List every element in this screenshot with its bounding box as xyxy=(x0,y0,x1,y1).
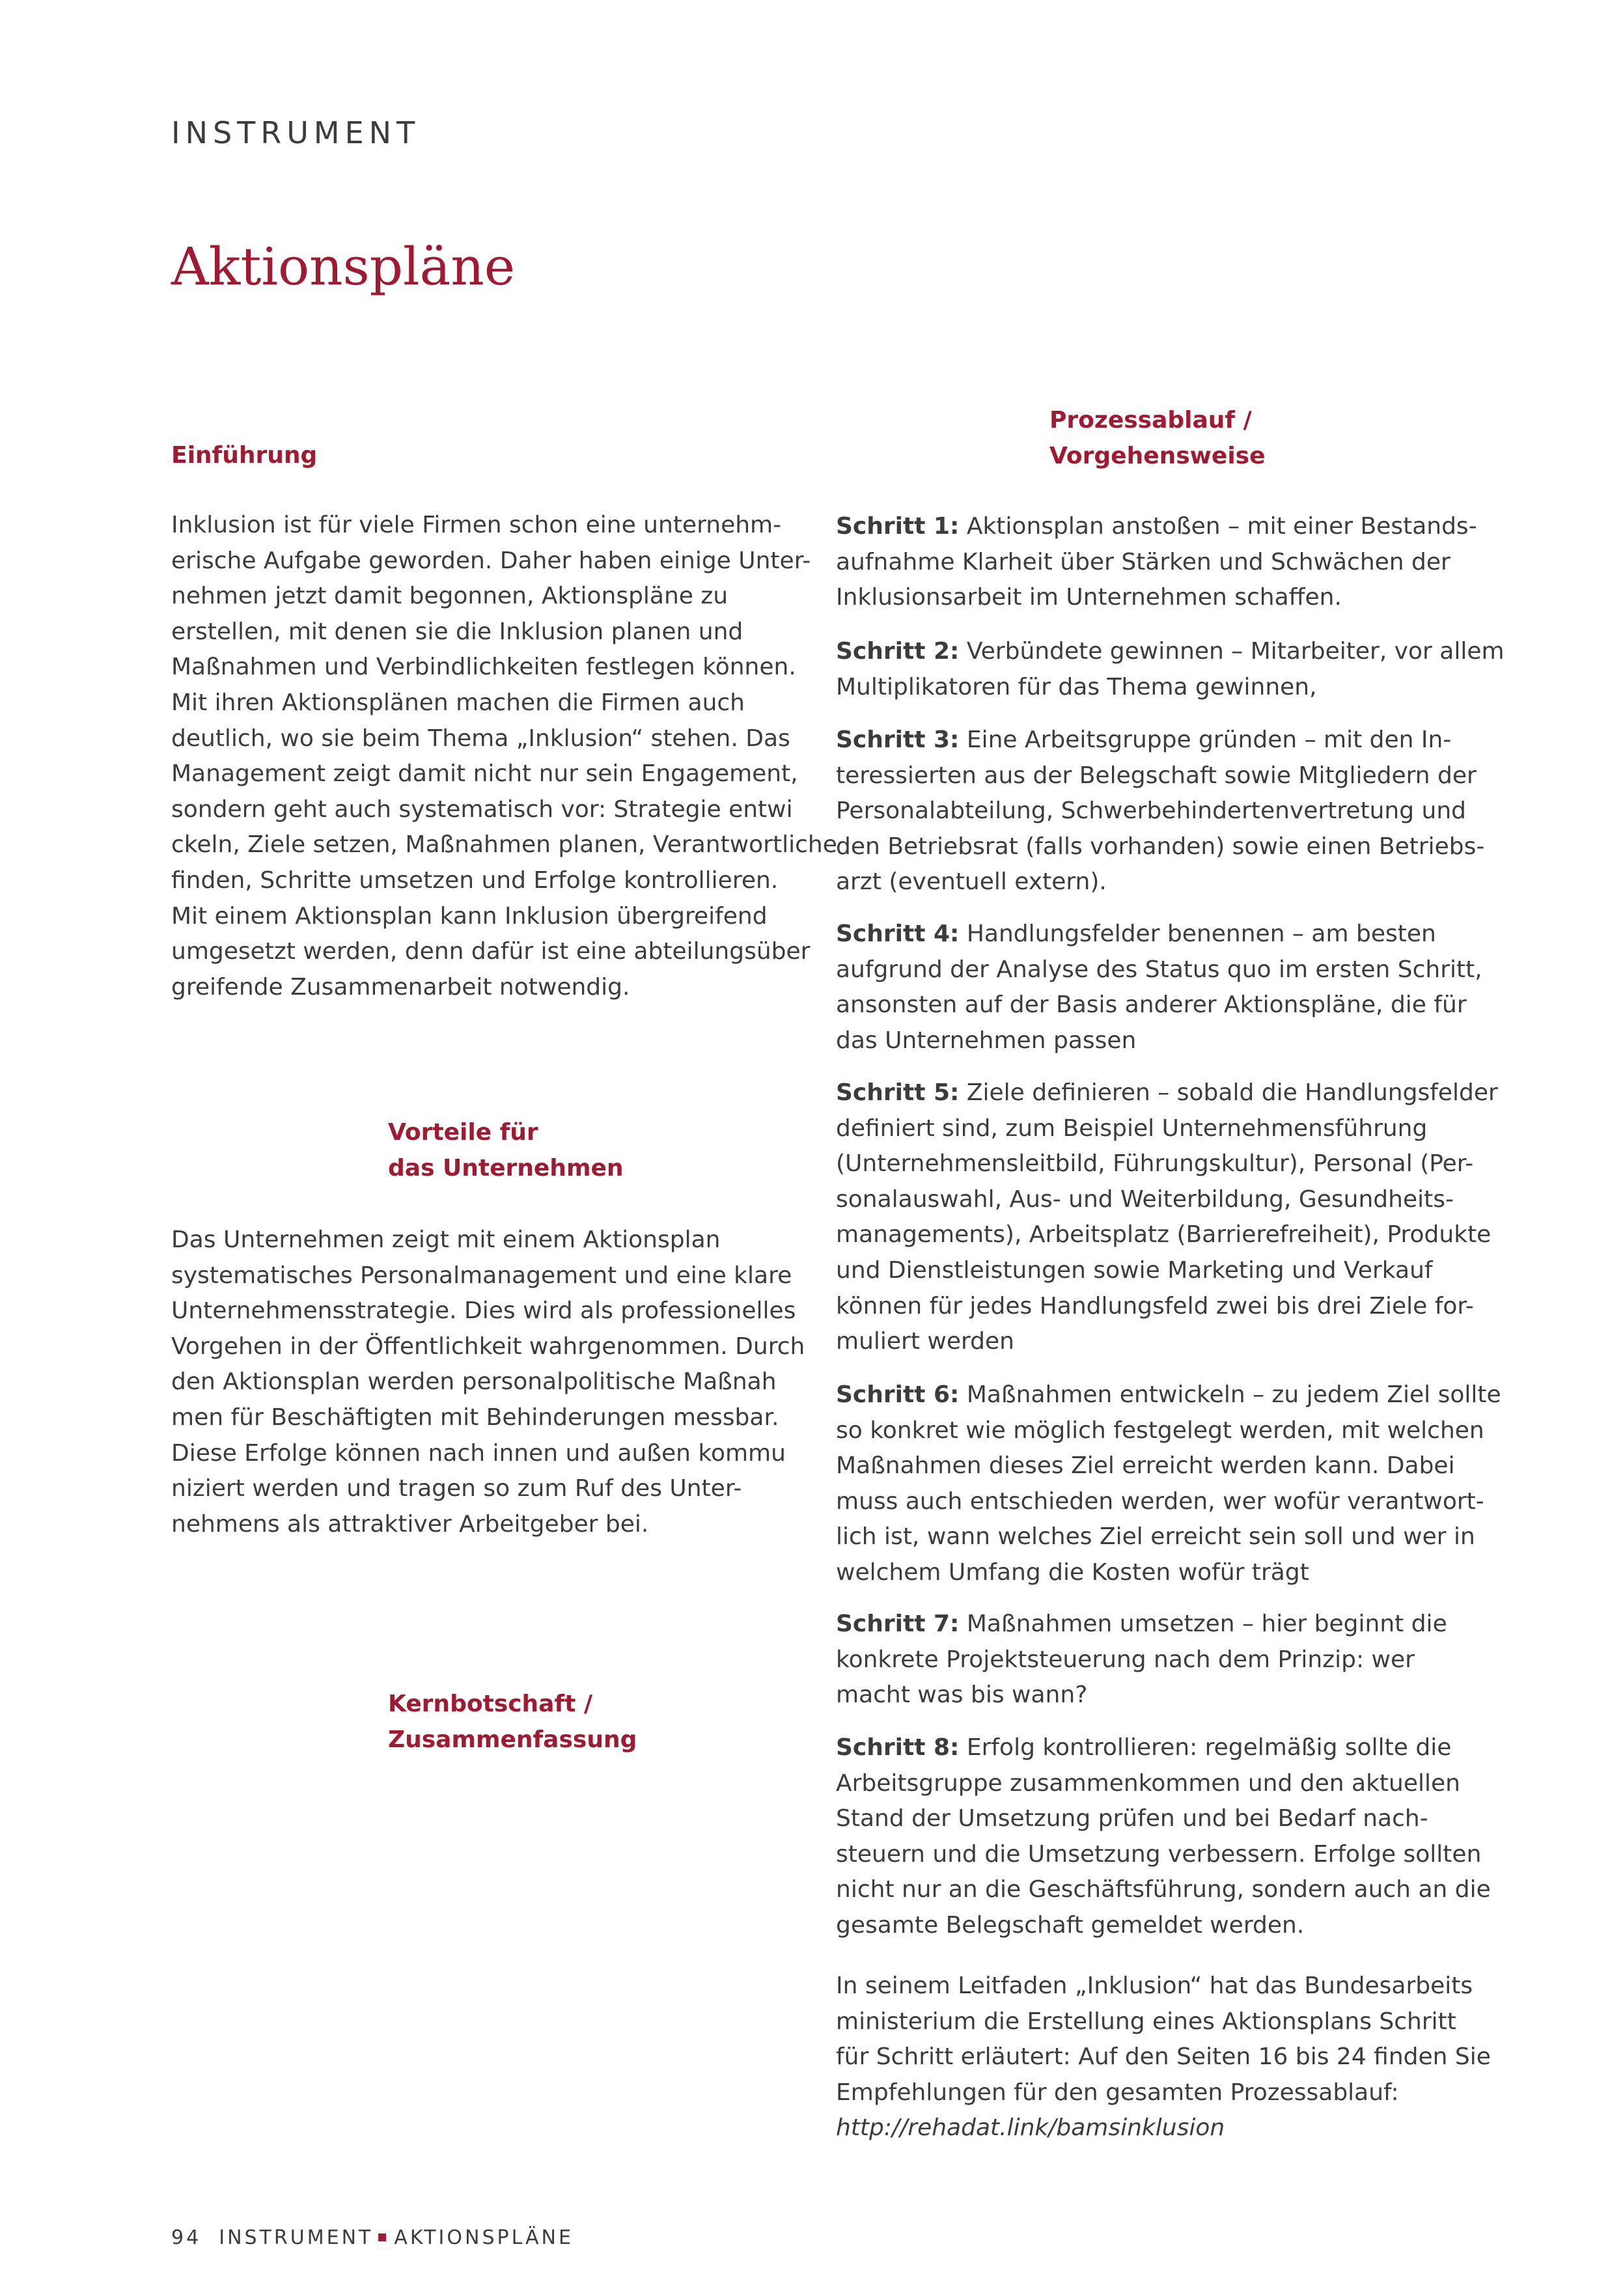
text-line: Mit ihren Aktionsplänen machen die Firmen auch xyxy=(171,689,745,716)
step-text: Maßnahmen umsetzen – hier beginnt die xyxy=(959,1611,1447,1637)
step-label: Schritt 3: xyxy=(836,726,960,753)
text-line: Unternehmensstrategie. Dies wird als professionelles xyxy=(171,1297,796,1325)
step-text-line: so konkret wie möglich festgelegt werden, mit welchen xyxy=(836,1417,1484,1444)
step-first-line xyxy=(836,723,1487,758)
step-text-line: managements), Arbeitsplatz (Barrierefreiheit), Produkte xyxy=(836,1221,1491,1249)
text-line: den Aktionsplan werden personalpolitische Maßnah xyxy=(171,1368,777,1396)
step-first-line xyxy=(836,509,1487,545)
step-text-line: macht was bis wann? xyxy=(836,1681,1088,1709)
step-text-line: aufgrund der Analyse des Status quo im ersten Schritt, xyxy=(836,956,1482,983)
step-text: Verbündete gewinnen – Mitarbeiter, vor allem xyxy=(959,638,1505,665)
text-line: Empfehlungen für den gesamten Prozessablauf: xyxy=(836,2079,1399,2106)
footer-section: INSTRUMENT xyxy=(219,2226,374,2249)
step-4 xyxy=(836,917,1487,1058)
step-text: Maßnahmen entwickeln – zu jedem Ziel sollte xyxy=(959,1381,1501,1408)
step-text-line: arzt (eventuell extern). xyxy=(836,868,1107,896)
text-line: Management zeigt damit nicht nur sein Engagement, xyxy=(171,760,798,788)
step-label: Schritt 2: xyxy=(836,638,960,665)
step-5 xyxy=(836,1075,1498,1360)
step-label: Schritt 4: xyxy=(836,920,960,947)
step-7 xyxy=(836,1607,1487,1713)
intro-paragraph xyxy=(171,508,837,1005)
step-first-line xyxy=(836,1607,1487,1642)
rehadat-link[interactable]: http://rehadat.link/bamsinklusion xyxy=(836,2114,1225,2142)
step-text-line: steuern und die Umsetzung verbessern. Erfolge sollten xyxy=(836,1840,1482,1868)
benefits-paragraph xyxy=(171,1223,805,1542)
step-first-line xyxy=(836,1377,1501,1413)
section-kicker: INSTRUMENT xyxy=(171,115,421,150)
text-line: Inklusion ist für viele Firmen schon eine unternehm- xyxy=(171,512,782,538)
text-line: In seinem Leitfaden „Inklusion“ hat das Bundesarbeits xyxy=(836,1972,1473,1999)
step-text-line: welchem Umfang die Kosten wofür trägt xyxy=(836,1558,1309,1586)
step-first-line xyxy=(836,1730,1487,1766)
step-text-line: muliert werden xyxy=(836,1328,1014,1355)
text-line: greifende Zusammenarbeit notwendig. xyxy=(171,973,630,1001)
step-text-line: lich ist, wann welches Ziel erreicht sein soll und wer in xyxy=(836,1523,1475,1551)
step-label: Schritt 7: xyxy=(836,1611,960,1637)
step-text-line: Maßnahmen dieses Ziel erreicht werden kann. Dabei xyxy=(836,1452,1455,1480)
step-label: Schritt 6: xyxy=(836,1381,960,1408)
step-label: Schritt 8: xyxy=(836,1734,960,1761)
step-text-line: können für jedes Handlungsfeld zwei bis drei Ziele for- xyxy=(836,1292,1474,1320)
step-6 xyxy=(836,1377,1501,1591)
text-line: nehmen jetzt damit begonnen, Aktionspläne zu xyxy=(171,583,728,610)
step-label: Schritt 1: xyxy=(836,513,960,540)
step-text: Erfolg kontrollieren: regelmäßig sollte die xyxy=(959,1734,1452,1761)
text-line: men für Beschäftigten mit Behinderungen messbar. xyxy=(171,1404,779,1431)
step-3 xyxy=(836,723,1487,900)
step-text-line: Personalabteilung, Schwerbehindertenvertretung und xyxy=(836,797,1467,825)
text-line: umgesetzt werden, denn dafür ist eine abteilungsüber xyxy=(171,938,811,965)
text-line: für Schritt erläutert: Auf den Seiten 16 bis 24 finden Sie xyxy=(836,2043,1491,2071)
text-line: systematisches Personalmanagement und eine klare xyxy=(171,1262,792,1289)
text-line: ckeln, Ziele setzen, Maßnahmen planen, Verantwortliche xyxy=(171,831,837,859)
step-text-line: Stand der Umsetzung prüfen und bei Bedarf nach- xyxy=(836,1805,1428,1833)
step-text: Eine Arbeitsgruppe gründen – mit den In- xyxy=(959,726,1452,753)
separator-square-icon xyxy=(378,2234,386,2241)
text-line: Mit einem Aktionsplan kann Inklusion übergreifend xyxy=(171,902,768,930)
step-text: Ziele definieren – sobald die Handlungsfelder xyxy=(959,1079,1498,1106)
step-text-line: sonalauswahl, Aus- und Weiterbildung, Gesundheits- xyxy=(836,1185,1454,1213)
step-text-line: das Unternehmen passen xyxy=(836,1027,1137,1054)
text-line: erische Aufgabe geworden. Daher haben einige Unter- xyxy=(171,547,811,574)
text-line: deutlich, wo sie beim Thema „Inklusion“ stehen. Das xyxy=(171,725,790,752)
page-title: Aktionspläne xyxy=(171,236,516,297)
step-first-line xyxy=(836,634,1505,670)
closing-paragraph xyxy=(836,1969,1491,2146)
summary-heading: Kernbotschaft / Zusammenfassung xyxy=(388,1691,637,1753)
text-line: erstellen, mit denen sie die Inklusion planen und xyxy=(171,618,743,645)
step-text: Aktionsplan anstoßen – mit einer Bestands- xyxy=(959,513,1477,540)
step-text-line: Inklusionsarbeit im Unternehmen schaffen. xyxy=(836,584,1342,611)
step-text-line: teressierten aus der Belegschaft sowie Mitgliedern der xyxy=(836,762,1477,789)
text-line: nehmens als attraktiver Arbeitgeber bei. xyxy=(171,1510,649,1538)
benefits-heading: Vorteile für das Unternehmen xyxy=(388,1119,624,1182)
step-text-line: und Dienstleistungen sowie Marketing und Verkauf xyxy=(836,1256,1433,1284)
step-text-line: definiert sind, zum Beispiel Unternehmensführung xyxy=(836,1114,1428,1142)
text-line: niziert werden und tragen so zum Ruf des Unter- xyxy=(171,1475,742,1502)
step-label: Schritt 5: xyxy=(836,1079,960,1106)
step-first-line xyxy=(836,1075,1498,1111)
page-footer xyxy=(171,2225,574,2251)
step-text-line: Multiplikatoren für das Thema gewinnen, xyxy=(836,673,1317,700)
page-number: 94 xyxy=(171,2226,202,2249)
step-text-line: ansonsten auf der Basis anderer Aktionspläne, die für xyxy=(836,991,1467,1019)
step-text-line: muss auch entschieden werden, wer wofür verantwort- xyxy=(836,1487,1484,1515)
step-text: Handlungsfelder benennen – am besten xyxy=(959,920,1436,947)
text-line: Vorgehen in der Öffentlichkeit wahrgenommen. Durch xyxy=(171,1333,805,1360)
step-text-line: gesamte Belegschaft gemeldet werden. xyxy=(836,1911,1305,1939)
text-line: ministerium die Erstellung eines Aktionsplans Schritt xyxy=(836,2008,1456,2035)
step-8 xyxy=(836,1730,1491,1944)
process-heading: Prozessablauf / Vorgehensweise xyxy=(1049,407,1266,469)
intro-heading: Einführung xyxy=(171,442,318,469)
footer-chapter: AKTIONSPLÄNE xyxy=(394,2226,574,2249)
step-text-line: den Betriebsrat (falls vorhanden) sowie einen Betriebs- xyxy=(836,833,1485,860)
text-line: finden, Schritte umsetzen und Erfolge kontrollieren. xyxy=(171,866,779,894)
text-line: Maßnahmen und Verbindlichkeiten festlegen können. xyxy=(171,654,796,681)
text-line: Diese Erfolge können nach innen und außen kommu xyxy=(171,1439,786,1467)
step-text-line: (Unternehmensleitbild, Führungskultur), Personal (Per- xyxy=(836,1150,1474,1178)
step-text-line: nicht nur an die Geschäftsführung, sondern auch an die xyxy=(836,1876,1491,1903)
step-text-line: konkrete Projektsteuerung nach dem Prinzip: wer xyxy=(836,1646,1415,1673)
step-first-line xyxy=(836,917,1487,952)
step-text-line: Arbeitsgruppe zusammenkommen und den aktuellen xyxy=(836,1769,1460,1797)
step-2 xyxy=(836,634,1505,705)
step-1 xyxy=(836,509,1487,616)
text-line: Das Unternehmen zeigt mit einem Aktionsplan xyxy=(171,1226,721,1253)
text-line: sondern geht auch systematisch vor: Strategie entwi xyxy=(171,795,793,823)
step-text-line: aufnahme Klarheit über Stärken und Schwächen der xyxy=(836,548,1450,575)
